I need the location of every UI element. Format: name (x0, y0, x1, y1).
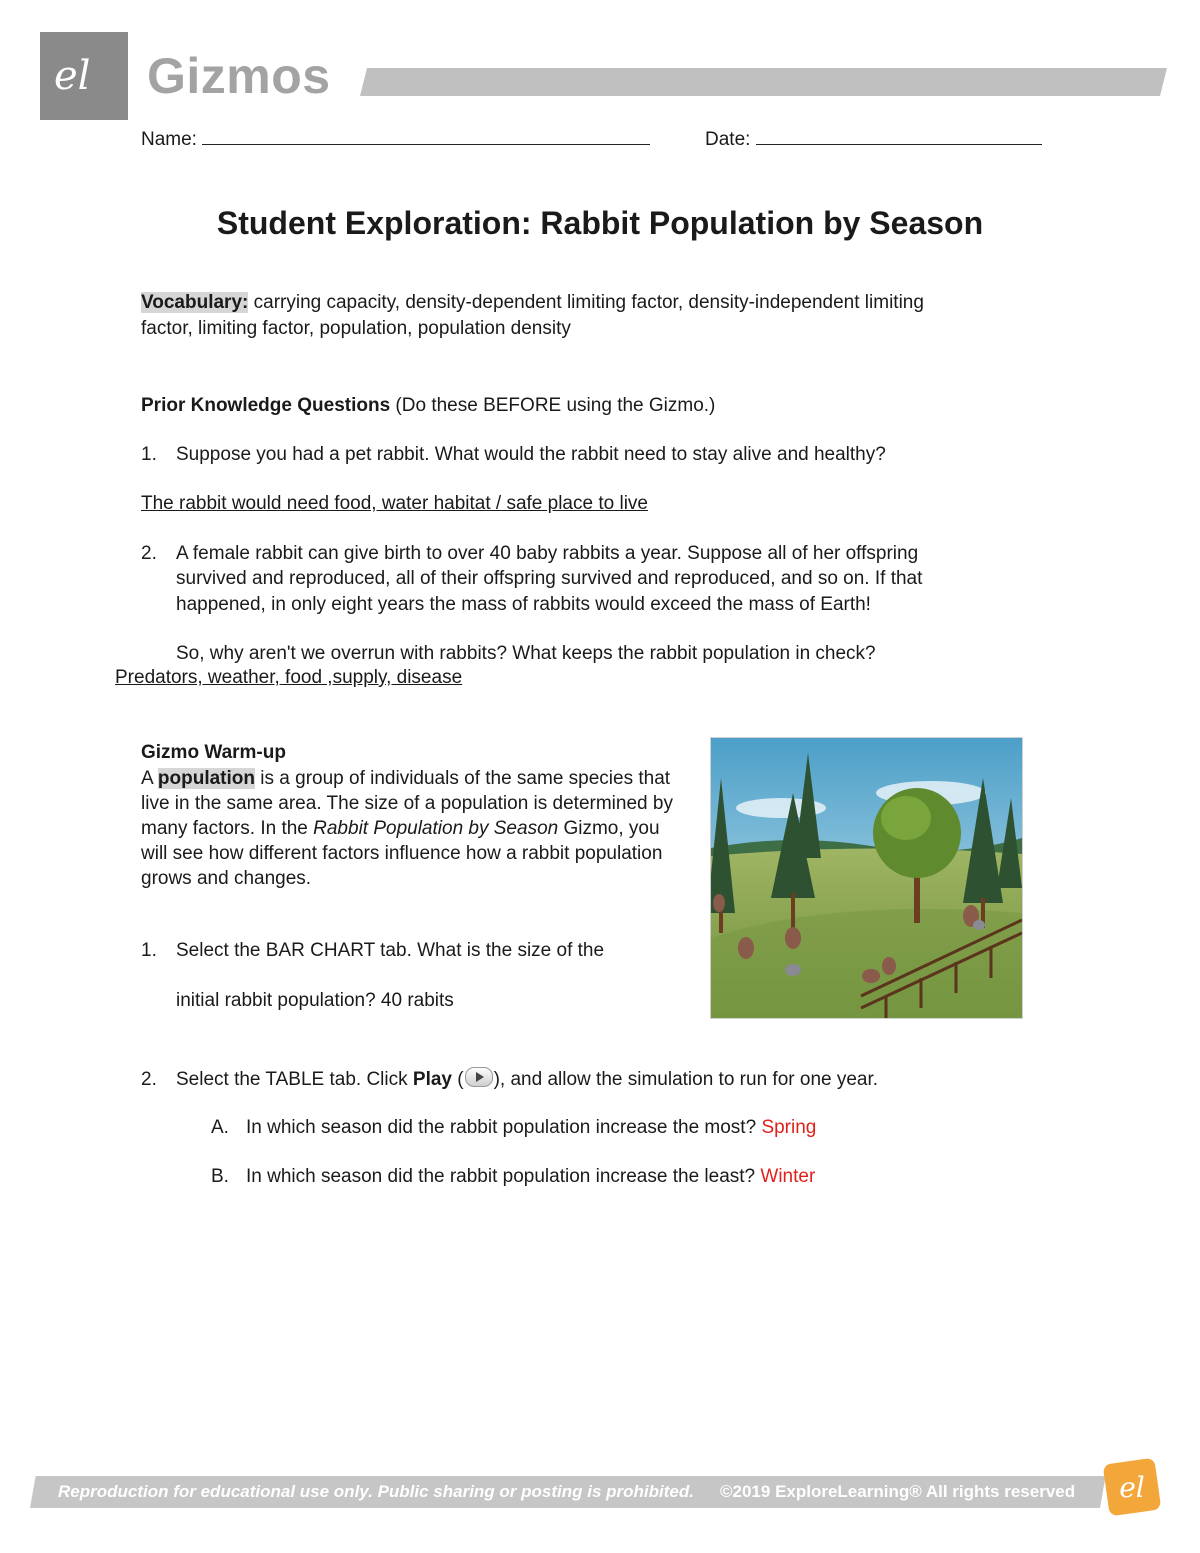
warmup-intro (141, 766, 681, 891)
date-label: Date: (705, 129, 751, 150)
warmup-question-2b (211, 1165, 815, 1189)
question-text: In which season did the rabbit population increase the least? (246, 1166, 761, 1187)
footer-notice: Reproduction for educational use only. Public sharing or posting is prohibited. (58, 1482, 694, 1501)
question-text: Select the TABLE tab. Click (176, 1069, 413, 1090)
term-population: population (157, 768, 255, 789)
prior-question-2-line-1 (141, 542, 918, 566)
prior-answer-1: The rabbit would need food, water habitat / safe place to live (141, 493, 648, 514)
question-text: ), and allow the simulation to run for one year. (493, 1069, 879, 1090)
vocabulary-text-1: carrying capacity, density-dependent limiting factor, density-independent limiting (248, 292, 924, 313)
question-text: Select the BAR CHART tab. What is the size of the (176, 940, 605, 961)
question-number: 1. (141, 444, 157, 465)
warmup-question-1-answer: initial rabbit population? 40 rabits (176, 990, 454, 1011)
vocabulary-line-2: factor, limiting factor, population, population density (141, 318, 571, 339)
answer-spring: Spring (761, 1117, 817, 1138)
intro-text: A (141, 768, 158, 789)
prior-question-2-followup: So, why aren't we overrun with rabbits? What keeps the rabbit population in check? (176, 643, 876, 664)
answer-winter: Winter (760, 1166, 816, 1187)
prior-question-1 (141, 443, 886, 467)
question-text: Suppose you had a pet rabbit. What would the rabbit need to stay alive and healthy? (176, 444, 886, 465)
question-letter: A. (211, 1117, 229, 1138)
gizmo-name: Rabbit Population by Season (313, 818, 559, 839)
question-letter: B. (211, 1166, 229, 1187)
logo-mark: el (54, 53, 91, 99)
name-field (141, 128, 650, 152)
question-text: ( (452, 1069, 464, 1090)
date-blank (756, 128, 1042, 145)
brand-title: Gizmos (147, 48, 331, 104)
prior-knowledge-title: Prior Knowledge Questions (141, 395, 391, 416)
warmup-question-2 (141, 1067, 878, 1092)
question-text: In which season did the rabbit population increase the most? (246, 1117, 762, 1138)
question-number: 1. (141, 940, 157, 961)
prior-knowledge-note: (Do these BEFORE using the Gizmo.) (390, 395, 716, 416)
page-title: Student Exploration: Rabbit Population by Season (216, 205, 984, 241)
prior-knowledge-heading (141, 394, 715, 418)
warmup-question-1 (141, 939, 604, 963)
warmup-heading: Gizmo Warm-up (141, 742, 286, 763)
question-number: 2. (141, 543, 157, 564)
warmup-question-2a (211, 1116, 816, 1140)
play-label: Play (412, 1069, 452, 1090)
svg-text:el: el (1119, 1471, 1145, 1504)
question-number: 2. (141, 1069, 157, 1090)
date-field (705, 128, 1042, 152)
vocabulary-line-1 (141, 291, 924, 315)
header-bar (360, 68, 1167, 96)
prior-question-2-line-3: happened, in only eight years the mass of rabbits would exceed the mass of Earth! (176, 594, 871, 615)
play-icon (465, 1067, 493, 1087)
intro-text: is a group of individuals of the same species that live in the same area. The size of a population is determined by many factors. In the (141, 768, 673, 839)
explorelearning-logo (40, 32, 128, 120)
rabbit-meadow-image (710, 737, 1023, 1019)
intro-text: Gizmo, you will see how different factors influence how a rabbit population grows and changes. (141, 818, 663, 889)
prior-answer-2: Predators, weather, food ,supply, disease (115, 667, 463, 688)
explorelearning-badge-icon (1100, 1455, 1164, 1519)
name-blank (202, 128, 650, 145)
name-label: Name: (141, 129, 197, 150)
footer-copyright: ©2019 ExploreLearning® All rights reserved (720, 1482, 1076, 1501)
vocabulary-label: Vocabulary: (141, 292, 249, 313)
prior-question-2-line-2: survived and reproduced, all of their offspring survived and reproduced, and so on. If that (176, 568, 923, 589)
question-text: A female rabbit can give birth to over 40 baby rabbits a year. Suppose all of her offspring (176, 543, 919, 564)
